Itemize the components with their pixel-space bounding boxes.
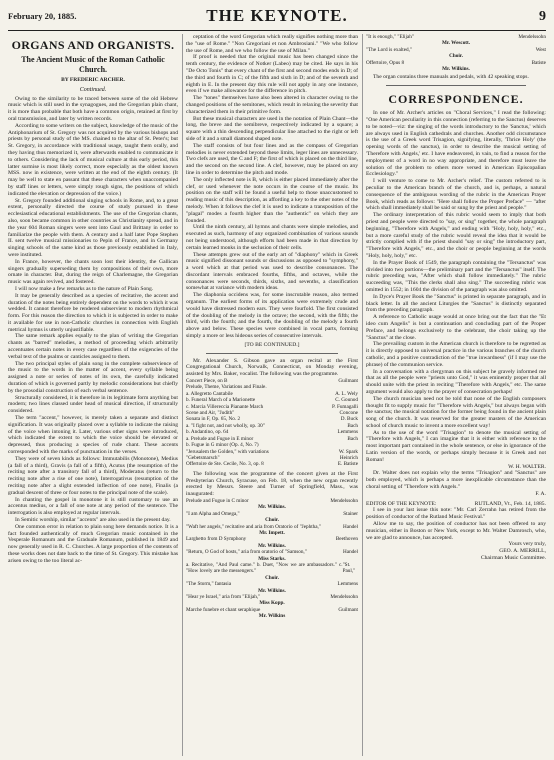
programme-item-performer: Choir. bbox=[265, 574, 279, 581]
programme-item-title: Sonata in F, Op. 65, No. 2 bbox=[186, 416, 241, 423]
letter-closing: Yours very truly, bbox=[508, 541, 546, 548]
programme-item-performer: Choir. bbox=[449, 53, 463, 60]
paragraph: In one of Mr. Archer's articles on "Choral Services," I read the following: "One American peculiarity in this connection (referring to the Sanctus) deserves to be noted—viz: the singing of the words introductory to the 'Sanctus,' which are always used in English cathedrals and churches. Another odd circumstance is the use of a Greek word Trisagion, signifying, literally, 'Thrice Holy' (the opening words of the sanctus), in order to describe the musical setting of 'Therefore with Angels,' etc. I have endeavored, in vain, to find a reason for the employment of a word in no way appropriate, and therefore must leave the solution of the problem to others more versed in American Episcopalian Ecclesiology." bbox=[366, 110, 546, 178]
paragraph: Mr. Alexander S. Gibson gave an organ recital at the First Congregational Church, Norwalk, Connecticut, on Monday evening, assisted by Mrs. Baker, vocalist. The following was the programme. bbox=[186, 357, 358, 378]
programme-item-performer: Mr. Wilkins. bbox=[442, 66, 470, 73]
programme-item-composer: P. Fumagalli bbox=[332, 403, 358, 410]
programme-item-title: a. Prelude and Fugue in E minor bbox=[186, 435, 254, 442]
paragraph: The following was the programme of the concert given at the First Presbyterian Church, Syracuse, on Feb. 18, when the new organ recently erected by Messrs. Steere and Turner of Springfield, Mass., was inaugurated: bbox=[186, 470, 358, 498]
programme-item-composer: Lemmens bbox=[337, 429, 358, 436]
paragraph: In the Prayer Book of 1549, the paragraph containing the "Tersanctus" was divided into two portions—the preliminary part and the "Tersanctus" itself. The rubric preceding was, "After which shall follow immediately." The rubric succeeding was, "This the clerks shall also sing." The succeeding rubric was omitted in 1552; in 1604 the division of the paragraph was also omitted. bbox=[366, 259, 546, 293]
programme-item-title: a. "I fight not, and not wholly, op. 30" bbox=[186, 422, 265, 429]
paragraph: The staff consists of but four lines and as the compass of Gregorian melodies is never extended beyond these limits, leger lines are unnecessary. Two clefs are used, the C and F; the first of which is placed on the third line, and the second on the second line. A clef, however, may be placed on any line in order to determine the pitch and mode. bbox=[186, 142, 358, 176]
programme-item-composer: "St. Paul," bbox=[342, 561, 356, 575]
programme-item-performer: Miss Starks. bbox=[258, 555, 286, 562]
programme-item-title: "It is enough," "Elijah" bbox=[366, 34, 414, 40]
programme-item-composer: Mendelssohn bbox=[330, 594, 358, 601]
programme-item-title: Scene and Air, "Judith" bbox=[186, 410, 235, 417]
programme-item-composer: Batiste bbox=[531, 59, 546, 66]
programme-list bbox=[186, 378, 358, 468]
paragraph: ceptation of the word Gregorian which really signifies nothing more than the "use of Rome." "Non Gregoriani et non Ambrosiani." "We who follow the use of Rome, and we who follow the use of Milan." bbox=[186, 34, 358, 54]
section-divider bbox=[206, 353, 338, 354]
header-rule bbox=[8, 30, 546, 31]
programme-item-composer: Bach bbox=[347, 422, 358, 429]
programme-item-title: Offertoire, Opus 8 bbox=[366, 59, 405, 66]
section-divider bbox=[386, 85, 526, 86]
letter-closing-name: GEO. A. MERRILL, bbox=[499, 548, 546, 555]
paragraph: These attempts grew out of the early art of "diaphony" which in Greek music signified dissonant sounds or discussions as opposed to "symphony," a word which at that period was used to describe consonances. The discordant intervals embraced fourths, fifths, and octaves, while the consonances were seconds, thirds, sixths, and sevenths, a classification somewhat at variance with modern ideas. bbox=[186, 251, 358, 292]
programme-item-performer: Mr. Wilkins bbox=[258, 613, 286, 620]
correspondence-headline: CORRESPONDENCE. bbox=[388, 92, 524, 107]
to-be-continued: [TO BE CONTINUED.] bbox=[244, 341, 300, 348]
paragraph: In France, however, the chants soon lost their identity, the Gallican singers gradually superseding them by compositions of their own, more ornate in character. But, during the reign of Charlemagne, the Gregorian music was again revived, and fostered. bbox=[8, 258, 178, 286]
programme-item-composer: Guilmant bbox=[338, 606, 358, 613]
programme-item bbox=[186, 461, 358, 467]
editor-note-signature: F. A. bbox=[535, 490, 546, 497]
programme-item-composer: Handel bbox=[343, 549, 358, 556]
programme-item-title: b. Andantino, op. 64 bbox=[186, 429, 229, 436]
programme-item-composer: Bach bbox=[347, 435, 358, 442]
programme-item-title: b. Fugue in G minor (Op. 4, No. 7) bbox=[186, 442, 259, 449]
programme-note: The organ contains three manuals and pedals, with 42 speaking stops. bbox=[373, 74, 529, 81]
programme-item bbox=[186, 562, 358, 575]
paragraph: Allow me to say, the position of conductor has not been offered to any musician, either in Boston or New York, except to Mr. Walter Damrosch, who, we are glad to announce, has accepted. bbox=[366, 521, 546, 541]
page-header bbox=[8, 6, 546, 28]
article-body bbox=[8, 96, 178, 565]
programme-item-composer: Mendelssohn bbox=[518, 34, 546, 40]
masthead-title: THE KEYNOTE. bbox=[206, 6, 348, 25]
programme-item-composer: Stainer bbox=[343, 510, 358, 517]
programme-item-performer: Mr. Wescott. bbox=[441, 40, 471, 47]
letter-body bbox=[366, 507, 546, 541]
paragraph: The two principal styles of plain song in the complete subservience of the music to the words in the matter of accent, every syllable being assigned a note or series of notes of its own, the carefully indicated duration of which is governed partly by melodic considerations but chiefly by the prosodial construction of each verbal sentence. bbox=[8, 360, 178, 394]
article-body-continued bbox=[186, 34, 358, 340]
programme-item-composer: Beethoven bbox=[335, 536, 358, 543]
programme-item-performer: Choir. bbox=[265, 517, 279, 524]
paragraph: But these musical characters are used in the notation of Plain Chant—the long, the breve and the semibreve, respectively indicated by a square; a square with a thin descending perpendicular line attached to the right or left side of it and a small diamond shaped note. bbox=[186, 115, 358, 142]
programme-item-composer: Concone bbox=[339, 410, 358, 417]
paragraph: I will now make a few remarks as to the nature of Plain Song. bbox=[15, 285, 154, 292]
paragraph: In chanting the gospel in monotone it is still customary to use an accentus medius, or a fall of one note at any period of the sentence. The interrogation is also employed at regular intervals. bbox=[8, 496, 178, 517]
programme-item-title: a. Allegretto Cantabile bbox=[186, 390, 233, 397]
paragraph: If proof is needed that the original music has been changed since the tenth century, the evidence of Notker (Labeo) may be cited. He says in his "De Octo Tonis" that every chant of the first and second modes ends in D; of the third and fourth in C; of the fifth and sixth in D; and of the seventh and eighth in E. In the present day this rule will not apply in any one instance, even if we make allowance for the difference in pitch. bbox=[186, 54, 358, 95]
programme-item-title: "Waft her angels," recitative and aria from Oratorio of "Jephtha," bbox=[186, 523, 321, 530]
paragraph: The ordinary interpretation of this rubric would seem to imply that both priest and people were directed to "say, or sing" together, the whole paragraph beginning, "Therefore with Angels," and ending with "Holy, holy, holy," etc., but a more careful study of the rubric would reveal the idea that it would be strictly complied with if the priest should "say or sing" the introductory part, "Therefore with Angels," etc., and the choir or people beginning at the words "Holy, holy, holy," etc. bbox=[366, 212, 546, 259]
programme-list bbox=[186, 498, 358, 620]
letter-signature: W. H. WALTER. bbox=[508, 463, 546, 470]
programme-item-composer: E. Batiste bbox=[337, 461, 358, 468]
paragraph: They were of seven kinds as follows: Immutabilis (Monotone), Medius (a fall of a third), Gravis (a fall of a fifth), Acutus (the resumption of the reciting note after a transitory fall of a third), Moderatus (return to the reciting note after a rise of one note), Interrogativus (resumption of the reciting note after a slight extended inflection of one note), Finalis (a gradual descent of three or four notes to the principal note of the scale). bbox=[8, 455, 178, 496]
programme-item-composer: W. Spark bbox=[338, 448, 358, 455]
programme-item-title: b. Funeral March of a Marionette bbox=[186, 397, 256, 404]
paragraph: The "tones" themselves have also been altered in character owing to the changed positions of the semitones, which result in relaxing the severity that characterized them in their primitive form. bbox=[186, 95, 358, 115]
programme-item-title: "Gebetsmarsch" bbox=[186, 454, 220, 461]
paragraph: The church musician need not be told that none of the English composers thought fit to supply music for "Therefore with Angels," but always began with the sanctus; the musical notation for the former being found in the ancient plain song of the church. It was reserved for the greater masters of the American school of church music to invent a more excellent way! bbox=[366, 395, 546, 429]
programme-item-performer: Mr. Wilkins. bbox=[258, 587, 286, 594]
programme-item-performer: Mr. Wilkins. bbox=[258, 542, 286, 549]
programme-item-composer: C. Gounod bbox=[335, 397, 358, 404]
programme-item-performer: Mr. Wilkins. bbox=[258, 504, 286, 511]
programme-item-composer: Lemmens bbox=[337, 581, 358, 588]
paragraph: Structurally considered, it is therefore in its legitimate form anything but modern; two lines classed under head of musical direction, if structurally considered. bbox=[8, 394, 178, 415]
column-divider bbox=[362, 34, 363, 756]
article-headline: ORGANS AND ORGANISTS. bbox=[11, 38, 175, 52]
paragraph: The only inflected note is B, which is either placed immediately after the clef, or used whenever the note occurs in the course of the music. Its position on the staff will be found a useful help to those unaccustomed to reading music of this description, as affording a key to the other notes of the melody. When it follows the clef it is used to indicate a transposition of the "plagal" modes a fourth higher than the "authentic" on which they are founded. bbox=[186, 176, 358, 224]
programme-item-composer: Mendelssohn bbox=[330, 497, 358, 504]
paragraph: Until the ninth century, all hymns and chants were simple melodies, and executed as such, harmony of any organized combination of various sounds not being understood, although efforts had been made in that direction by certain learned monks in the seclusion of their cells. bbox=[186, 224, 358, 251]
programme-item-title: "I am Alpha and Omega," bbox=[186, 510, 240, 517]
programme-list bbox=[366, 34, 546, 72]
programme-item-title: "Hear ye Israel," aria from "Elijah," bbox=[186, 594, 261, 601]
paragraph: As to the use of the word "Trisagion" to denote the musical setting of "Therefore with Angels," I can imagine that it is either with reference to the most important part contained in the whole sentence, or else in ignorance of the Latin version of the words, or perhaps simply because it is Greek and not Roman! bbox=[366, 429, 546, 463]
paragraph: In a conversation with a clergyman on this subject he gravely informed me that as all the people were "priests unto God," it was eminently proper that all should unite with the priest in reciting "Therefore with Angels," etc. The same argument would also apply to the prayer of consecration perhaps! bbox=[366, 368, 546, 395]
article-byline: BY FREDERIC ARCHER. bbox=[61, 77, 125, 83]
concert-notice bbox=[186, 471, 358, 498]
paragraph: The diaphonia occidens was, for some inscrutable reason, also termed organum. The earliest forms of its application were extremely crude and would have distressed modern ears. They were fourfold. The first consisted of the doubling of the melody in the octave; the second, with the fifth; the third, with the fourth; and the fourth, the doubling of the melody a fourth above and below. These species were combined in vocal parts, forming simply a more or less hideous series of consecutive intervals. bbox=[186, 292, 358, 340]
paragraph: I will venture to come to Mr. Archer's relief. The custom referred to is peculiar to the American branch of the church, and is, perhaps, a natural consequence of the ambiguous wording of the rubric in the American Prayer Book, which reads as follows: "Here shall follow the Proper Preface" — "after which shall immediately shall be said or sung by the priest and people." bbox=[366, 178, 546, 212]
column-1 bbox=[8, 34, 178, 756]
paragraph: It may be generally described as a species of recitative, the accent and duration of the notes being entirely dependent on the words to which it was wedded. It cannot therefore be rendered subservient to modern rhythmical form. For this reason the direction to which it is subjected in order to make it available for use in non-Catholic churches in connection with English metrical hymns is utterly unjustifiable. bbox=[8, 292, 178, 333]
page-number: 9 bbox=[539, 9, 546, 24]
paragraph: The term "accent," however, is merely taken a separate and distinct signification. It was originally placed over a syllable to indicate the raising of the voice when intoning it. Later, various other signs were introduced, which indicated the extent to which the voice should be elevated or depressed, thus producing a species of rude chant. These accents corresponded with the marks of punctuation in the verses. bbox=[8, 415, 178, 456]
letter-closing-title: Chairman Music Committee. bbox=[480, 555, 546, 562]
paragraph: I see in your last issue this note: "Mr. Carl Zerrahn has retired from the position of conductor of the Rutland Music Festival." bbox=[366, 507, 546, 521]
editor-note: Dr. Walter does not explain why the terms "Trisagion" and "Sanctus" are both employed, which is perhaps a more inexplicable circumstance than the choral setting of "Therefore with Angels." bbox=[366, 470, 546, 491]
paragraph: The prevailing custom in the American church is therefore to be regretted as it is directly opposed to universal practice in the various branches of the church catholic, and a positive contradiction of the "true inwardness" (if I may use the phrase) of the communion service. bbox=[366, 341, 546, 368]
programme-item-title: Prelude, Theme, Variations and Finale. bbox=[186, 384, 267, 391]
issue-date: February 20, 1885. bbox=[8, 11, 77, 21]
continued-label: Continued. bbox=[79, 86, 107, 93]
programme-item-composer: Guilmant bbox=[338, 378, 358, 385]
programme-item-title: "Return, O God of hosts," aria from oratorio of "Samson," bbox=[186, 549, 307, 556]
article-subhead: The Ancient Music of the Roman Catholic Church. bbox=[21, 55, 165, 74]
programme-item-title: "Jerusalem the Golden," with variations bbox=[186, 448, 269, 455]
paragraph: Owing to the similarity to be traced between some of the old Hebrew music which is still used in the synagogues, and the Gregorian plain chant, it is more than probable that both have a common origin, retained at first by oral transmission, and later by written records. bbox=[8, 95, 178, 122]
programme-item-title: Concert Piece, on B bbox=[186, 378, 228, 385]
letter-salutation: EDITOR OF THE KEYNOTE: bbox=[366, 500, 437, 507]
programme-item-title: a. Recitative, "And Paul came." b. Duet, "Now we are ambassadors." c. "How lovely are the messengers." bbox=[186, 561, 343, 575]
paragraph: A reference to Catholic usage would at once bring out the fact that the "Et ideo cum Angelis" is but a continuation and concluding part of the Proper Preface, and belongs exclusively to the celebrant, the choir taking up the "Sanctus" at the close. bbox=[366, 314, 546, 341]
programme-item-performer: Miss Kopp. bbox=[259, 600, 285, 607]
column-divider bbox=[182, 34, 183, 756]
programme-item-title: Larghetto from D Symphony bbox=[186, 536, 247, 543]
programme-item-title: Marche funebre et chant seraphique bbox=[186, 606, 261, 613]
column-3 bbox=[366, 34, 546, 756]
programme-item-composer: Handel bbox=[343, 523, 358, 530]
programme-item-title: "The Lord is exalted," bbox=[366, 46, 413, 53]
recital-notice bbox=[186, 358, 358, 378]
paragraph: One common error in relation to plain song here demands notice. It is a fact founded authentically of much Gregorian music contained in the Vesperale Romanum and the Graduale Romanum, published in 1849 and now generally used in R. C. Churches. A large proportion of the contents of these works does not date back to the time of St. Gregory. This mistake has arisen owing to the too literal ac- bbox=[8, 523, 178, 564]
programme-item-title: c. Marcia Villereccia Pianante March bbox=[186, 403, 264, 410]
programme-item-composer: D. Buck bbox=[340, 416, 358, 423]
programme-item-title: Prelude and Fugue in C minor bbox=[186, 497, 249, 504]
paragraph: St. Gregory founded additional singing schools in Rome, and, to a great extent, personally directed the course of study pursued in these ecclesiastical educational establishments. The use of the Gregorian chants, also, soon became common in other countries as Christianity spread, and in the year 604 Roman singers were sent into Gaul and Brittany in order to familiarize the people with them. A century and a half later Pope Stephen II. sent twelve musical missionaries to Pepin of France, and in Germany singing schools of the same kind as those previously established in Italy, were instituted. bbox=[8, 197, 178, 258]
paragraph: The same remark applies equally to the plan of writing the Gregorian chants as "barred" melodies, a method of proceeding which arbitrarily accentuates certain notes in every case regardless of the exigencies of the verbal text of the psalms or canticles assigned to them. bbox=[8, 333, 178, 360]
programme-item-title: "The Storm," fantasia bbox=[186, 581, 232, 588]
correspondence-body bbox=[366, 110, 546, 463]
programme-item-composer: A. L. Wely bbox=[335, 390, 358, 397]
programme-item-performer: Mr. Impett. bbox=[259, 529, 285, 536]
paragraph: According to some writers on the subject, knowledge of the music of the Antiphonarium of St. Gregory was not acquired by the various bishops and priests by personal study of the MS. chained to the altar of St. Peter's; but St. Gregory, in accordance with traditional usage, taught them orally, and they having thus memorized it, were afterwards enabled to communicate it to others. Considering the lack of musical culture at this early period, this latter surmise is most likely correct, more especially as the oldest known MSS. now in existence, were written at the end of the eighth century. (It may be well to state en passant that these characters when unaccompanied by staff lines or letters, were simply rough signs, the positions of which indicated the elevation or depression of the voice.) bbox=[8, 122, 178, 197]
paragraph: In Semitic worship, similar "accents" are also used in the present day. bbox=[15, 517, 171, 523]
paragraph: In Dyce's Prayer Book the "Sanctus" is printed in separate paragraph, and in black letter. In all the ancient Liturgies the "Sanctus" is distinctly separated from the preceding paragraph. bbox=[366, 293, 546, 314]
programme-item-title: Offertoire de Ste. Cecile, No. 3, op. 8 bbox=[186, 461, 264, 468]
programme-item-composer: Heinrich bbox=[339, 454, 358, 461]
column-2 bbox=[186, 34, 358, 756]
programme-item-composer: West bbox=[535, 46, 546, 53]
letter-place-date: RUTLAND, Vt., Feb. 14, 1885. bbox=[474, 500, 546, 507]
